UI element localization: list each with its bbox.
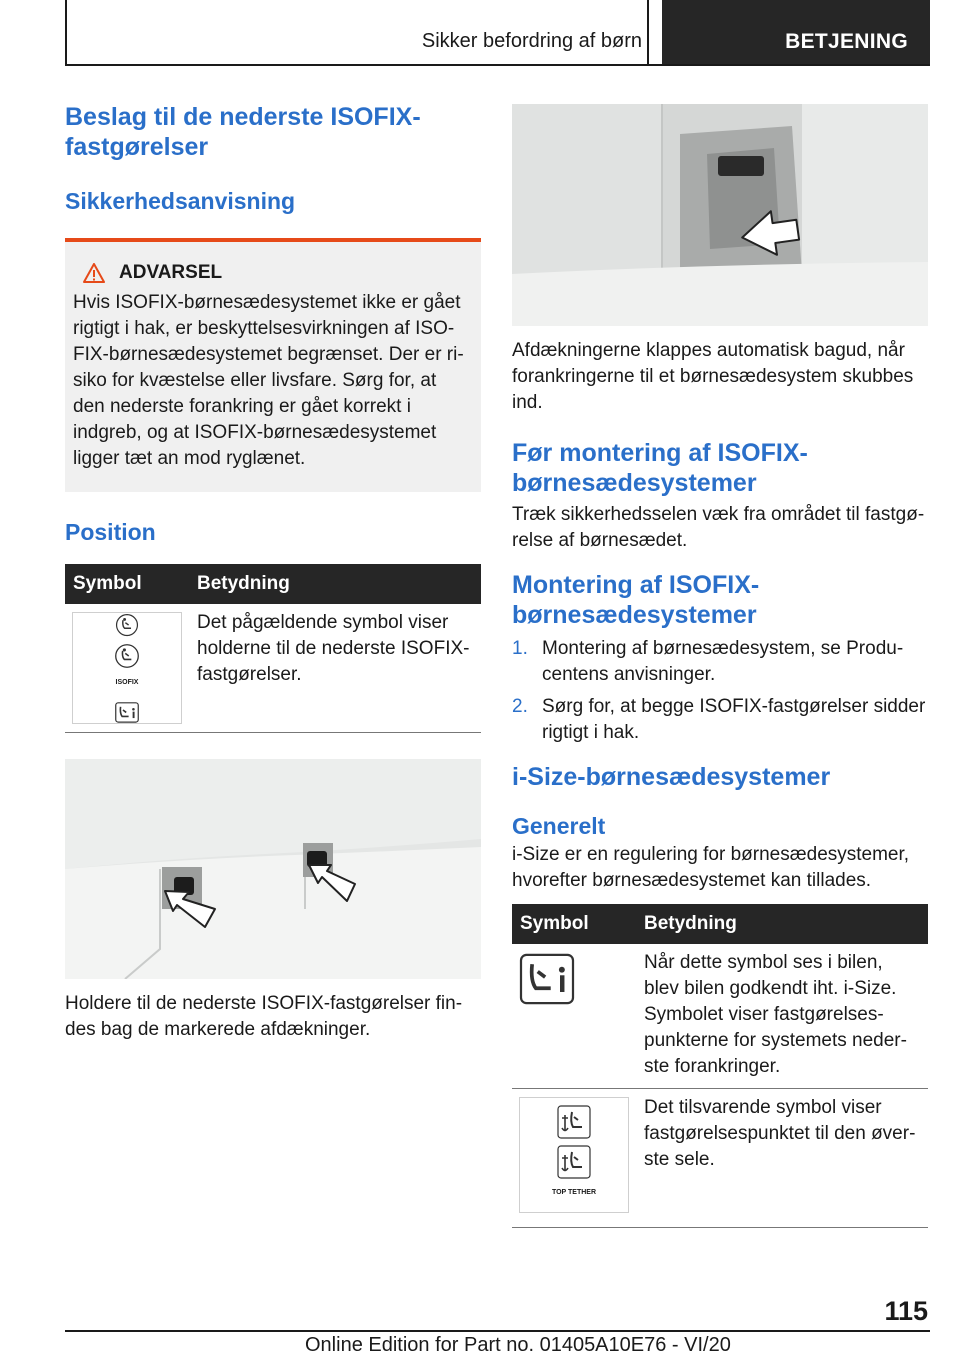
symbol-cell	[512, 944, 636, 1089]
top-tether-small-icon	[557, 1145, 591, 1179]
step-text: Sørg for, at begge ISOFIX-fastgørelser sidder rigtigt i hak.	[542, 696, 926, 743]
before-mounting-text: Træk sikkerhedsselen væk fra området til fastgø-relse af børnesædet.	[512, 504, 925, 551]
column-header-meaning: Betydning	[636, 904, 928, 944]
header-rule	[65, 64, 930, 66]
header-divider	[647, 0, 649, 65]
isize-symbol	[519, 952, 575, 1006]
anchor-cover-illustration	[512, 104, 928, 326]
isize-seat-icon	[112, 702, 142, 723]
isize-seat-icon	[519, 953, 575, 1005]
symbol-cell	[512, 1089, 636, 1228]
warning-box	[65, 238, 481, 492]
table-row	[512, 944, 928, 1089]
mounting-steps	[512, 636, 928, 746]
general-text: i-Size er en regulering for børnesædesystemer, hvorefter børnesædesystemet kan tillades.	[512, 844, 910, 891]
column-header-symbol: Symbol	[512, 904, 636, 944]
left-column	[65, 102, 481, 1043]
isofix-seat-icon	[112, 613, 142, 637]
warning-text: Hvis ISOFIX-børnesædesystemet ikke er gået rigtigt i hak, er beskyttelsesvirkningen af ISO-FIX-børnesædesystemet begrænset. Der er ri-siko for kvæstelse eller livsfare. Sørg for, at den nederste forankring er gået korrekt i indgreb, og at ISOFIX-børnesædesystemet ligger tæt an mod ryglænet.	[73, 292, 464, 469]
page-number: 115	[884, 1296, 928, 1326]
step-text: Montering af børnesædesystem, se Produ-centens anvisninger.	[542, 638, 904, 685]
column-header-meaning: Betydning	[189, 564, 481, 604]
column-header-symbol: Symbol	[65, 564, 189, 604]
general-heading: Generelt	[512, 813, 606, 839]
footer-rule	[65, 1330, 930, 1332]
header-section-title: Sikker befordring af børn	[421, 30, 642, 52]
before-mounting-heading: Før montering af ISOFIX-børnesædesystemer	[512, 439, 808, 497]
position-symbol-table	[65, 564, 481, 733]
isofix-symbol-group	[72, 612, 182, 724]
symbol-cell	[65, 604, 189, 733]
header-chapter-tab: BETJENING	[662, 0, 930, 64]
mounting-heading: Montering af ISOFIX-børnesædesystemer	[512, 571, 760, 629]
table-row	[65, 604, 481, 733]
position-heading: Position	[65, 519, 156, 545]
table-row	[512, 1089, 928, 1228]
footer-edition: Online Edition for Part no. 01405A10E76 - VI/20	[305, 1334, 731, 1356]
list-item	[512, 694, 928, 746]
isize-symbol-table	[512, 904, 928, 1228]
isofix-seat-small-icon	[114, 643, 140, 669]
section-title: Beslag til de nederste ISOFIX-fastgørelser	[65, 103, 421, 161]
top-tether-symbol-group	[519, 1097, 629, 1213]
top-tether-label: TOP TETHER	[551, 1188, 597, 1196]
anchor-cover-photo	[512, 104, 928, 326]
rear-seat-photo	[65, 759, 481, 979]
warning-label: ADVARSEL	[119, 262, 223, 283]
list-item	[512, 636, 928, 688]
isize-heading: i-Size-børnesædesystemer	[512, 763, 831, 791]
top-tether-icon	[557, 1105, 591, 1139]
subsection-title: Sikkerhedsanvisning	[65, 188, 296, 214]
isofix-label: ISOFIX	[115, 679, 139, 687]
step-number: 1.	[512, 638, 528, 659]
header-left-border	[65, 0, 67, 65]
warning-triangle-icon	[83, 263, 105, 283]
meaning-cell: Når dette symbol ses i bilen, blev bilen godkendt iht. i-Size. Symbolet viser fastgørelses-punkterne for systemets neder-ste forankringer.	[636, 944, 928, 1089]
meaning-cell: Det tilsvarende symbol viser fastgørelsespunktet til den øver-ste sele.	[636, 1089, 928, 1228]
photo-caption-left: Holdere til de nederste ISOFIX-fastgørelser fin-des bag de markerede afdækninger.	[65, 993, 463, 1040]
right-column	[512, 104, 928, 1228]
photo-caption-right: Afdækningerne klappes automatisk bagud, når forankringerne til et børnesædesystem skubbes ind.	[512, 340, 914, 413]
warning-header	[73, 262, 473, 284]
step-number: 2.	[512, 696, 528, 717]
seat-anchors-illustration	[65, 759, 481, 979]
meaning-cell: Det pågældende symbol viser holderne til de nederste ISOFIX-fastgørelser.	[189, 604, 481, 733]
